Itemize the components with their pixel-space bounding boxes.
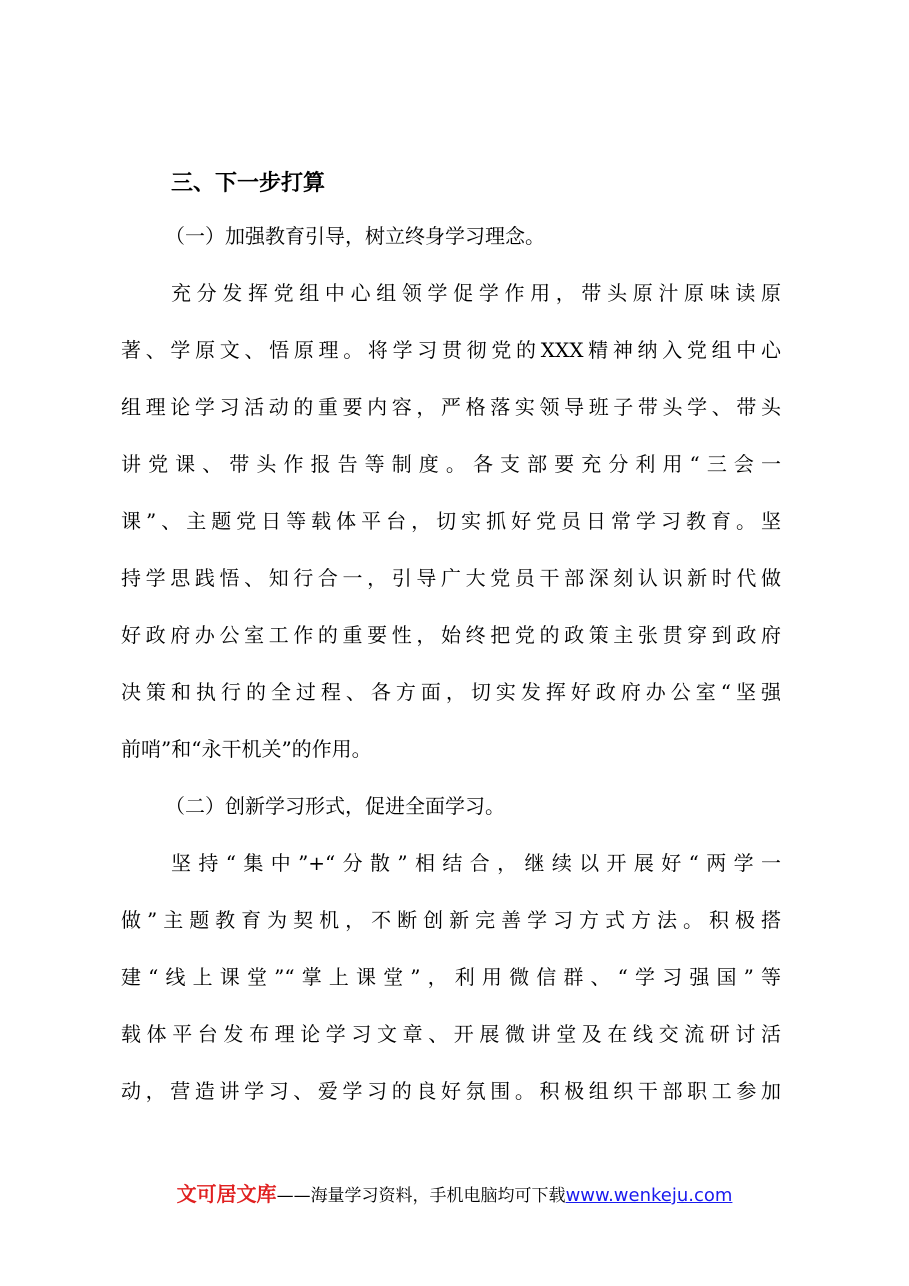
paragraph-line: 课”、主题党日等载体平台，切实抓好党员日常学习教育。坚 [121, 509, 781, 533]
paragraph-line: 充分发挥党组中心组领学促学作用，带头原汁原味读原 [171, 281, 781, 305]
paragraph-line: 决策和执行的全过程、各方面，切实发挥好政府办公室“坚强 [121, 680, 781, 704]
paragraph-line: 持学思践悟、知行合一，引导广大党员干部深刻认识新时代做 [121, 566, 781, 590]
paragraph-line: 动，营造讲学习、爱学习的良好氛围。积极组织干部职工参加 [121, 1079, 781, 1103]
paragraph-line: 前哨”和“永干机关”的作用。 [121, 737, 372, 761]
footer-tagline: ——海量学习资料，手机电脑均可下载 [276, 1186, 566, 1206]
document-body [121, 160, 781, 1120]
paragraph-line: 组理论学习活动的重要内容，严格落实领导班子带头学、带头 [121, 395, 781, 419]
paragraph-line: 讲党课、带头作报告等制度。各支部要充分利用“三会一 [121, 452, 781, 476]
section-heading: 三、下一步打算 [171, 171, 326, 196]
subsection-title-2: （二）创新学习形式，促进全面学习。 [165, 794, 505, 818]
paragraph-line: 坚持“集中”+“分散”相结合，继续以开展好“两学一 [171, 851, 781, 875]
footer-site-link[interactable]: www.wenkeju.com [565, 1185, 733, 1206]
subsection-title-1: （一）加强教育引导，树立终身学习理念。 [165, 224, 545, 248]
paragraph-line: 著、学原文、悟原理。将学习贯彻党的XXX精神纳入党组中心 [121, 338, 781, 362]
paragraph-line: 做”主题教育为契机，不断创新完善学习方式方法。积极搭 [121, 908, 781, 932]
paragraph-line: 载体平台发布理论学习文章、开展微讲堂及在线交流研讨活 [121, 1022, 781, 1046]
page-footer [0, 1178, 909, 1207]
paragraph-line: 建“线上课堂”“掌上课堂”，利用微信群、“学习强国”等 [121, 965, 781, 989]
footer-brand: 文可居文库 [176, 1182, 277, 1206]
paragraph-line: 好政府办公室工作的重要性，始终把党的政策主张贯穿到政府 [121, 623, 781, 647]
